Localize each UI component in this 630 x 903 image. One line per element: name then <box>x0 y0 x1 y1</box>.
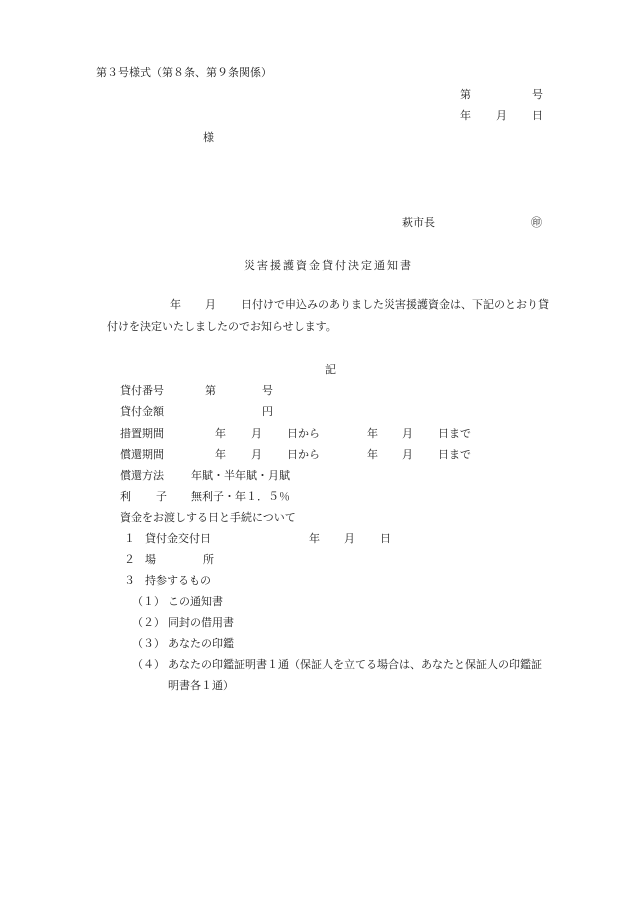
intro-text-line2: 付けを決定いたしましたのでお知らせします。 <box>107 320 337 333</box>
loan-number-prefix: 第 <box>205 384 216 397</box>
repay-year2: 年 <box>367 448 378 461</box>
page-title: 災害援護資金貸付決定通知書 <box>244 259 413 272</box>
handover-item2-num: ２ <box>124 553 135 566</box>
form-label: 第３号様式（第８条、第９条関係） <box>96 66 272 79</box>
handover-item1-month: 月 <box>344 532 355 545</box>
interest-label-b: 子 <box>156 490 167 503</box>
repay-month2: 月 <box>402 448 413 461</box>
sender-name: 萩市長 <box>402 216 435 229</box>
handover-item3-num: ３ <box>124 574 135 587</box>
handover-item1-year: 年 <box>309 532 320 545</box>
intro-month: 月 <box>205 298 216 311</box>
handover-item1-day: 日 <box>380 532 391 545</box>
repay-method-value: 年賦・半年賦・月賦 <box>191 469 290 482</box>
repay-month1: 月 <box>251 448 262 461</box>
subitem-num: （４） <box>132 658 165 671</box>
repay-method-label: 償還方法 <box>120 469 164 482</box>
seal-mark: ㊞ <box>531 216 542 229</box>
ki-heading: 記 <box>325 363 336 376</box>
handover-item1-num: １ <box>124 532 135 545</box>
grace-period-label: 措置期間 <box>120 427 164 440</box>
handover-heading: 資金をお渡しする日と手続について <box>120 511 296 524</box>
intro-text-line1: 日付けで申込みのありました災害援護資金は、下記のとおり貸 <box>241 298 549 311</box>
repay-period-label: 償還期間 <box>120 448 164 461</box>
loan-amount-label: 貸付金額 <box>120 405 164 418</box>
grace-until: 日まで <box>438 427 471 440</box>
subitem-text-continued: 明書各１通） <box>168 679 234 692</box>
grace-month2: 月 <box>402 427 413 440</box>
repay-from: 日から <box>287 448 320 461</box>
date-day: 日 <box>532 109 543 122</box>
intro-year: 年 <box>170 298 181 311</box>
doc-number-prefix: 第 <box>460 88 471 101</box>
repay-year1: 年 <box>215 448 226 461</box>
subitem-num: （３） <box>132 637 165 650</box>
grace-from: 日から <box>287 427 320 440</box>
interest-label-a: 利 <box>120 490 131 503</box>
interest-value: 無利子・年１．５％ <box>191 490 290 503</box>
doc-number-suffix: 号 <box>532 88 543 101</box>
subitem-text: あなたの印鑑 <box>168 637 234 650</box>
subitem-text: 同封の借用書 <box>168 616 234 629</box>
repay-until: 日まで <box>438 448 471 461</box>
handover-item3-label: 持参するもの <box>145 574 211 587</box>
subitem-num: （２） <box>132 616 165 629</box>
subitem-text: この通知書 <box>168 595 223 608</box>
handover-item2-label-a: 場 <box>145 553 156 566</box>
date-year: 年 <box>460 109 471 122</box>
loan-number-label: 貸付番号 <box>120 384 164 397</box>
loan-amount-unit: 円 <box>262 405 273 418</box>
subitem-num: （１） <box>132 595 165 608</box>
grace-year1: 年 <box>215 427 226 440</box>
grace-month1: 月 <box>251 427 262 440</box>
date-month: 月 <box>496 109 507 122</box>
grace-year2: 年 <box>367 427 378 440</box>
addressee-suffix: 様 <box>203 131 214 144</box>
handover-item1-label: 貸付金交付日 <box>145 532 211 545</box>
loan-number-suffix: 号 <box>262 384 273 397</box>
subitem-text: あなたの印鑑証明書１通（保証人を立てる場合は、あなたと保証人の印鑑証 <box>168 658 542 671</box>
handover-item2-label-b: 所 <box>203 553 214 566</box>
